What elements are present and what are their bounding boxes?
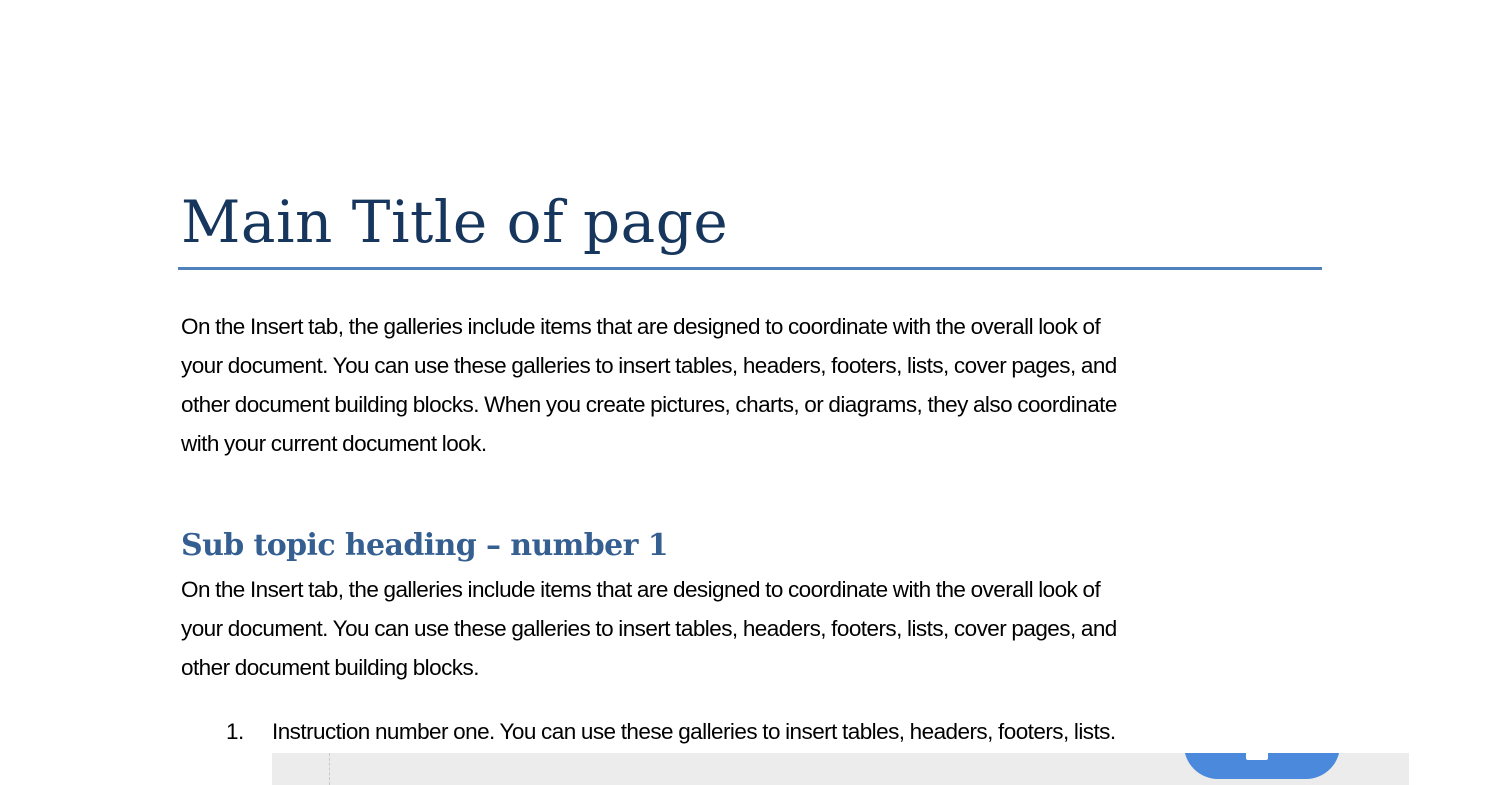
paragraph-line: with your current document look.: [181, 431, 487, 456]
numbered-list-item: [226, 712, 1116, 751]
paragraph-line: your document. You can use these galleries to insert tables, headers, footers, lists, cover pages, and: [181, 353, 1117, 378]
embedded-object-frame: [272, 753, 1409, 785]
section-paragraph: [181, 570, 1331, 687]
paragraph-line: other document building blocks.: [181, 655, 479, 680]
list-item-text: Instruction number one. You can use these galleries to insert tables, headers, footers, lists.: [272, 719, 1116, 744]
paragraph-line: On the Insert tab, the galleries include items that are designed to coordinate with the overall look of: [181, 314, 1101, 339]
add-icon: [1246, 753, 1268, 760]
dashed-divider: [329, 753, 330, 785]
embedded-action-button[interactable]: [1184, 753, 1340, 779]
page-title: Main Title of page: [181, 188, 729, 256]
paragraph-line: other document building blocks. When you create pictures, charts, or diagrams, they also coordinate: [181, 392, 1117, 417]
paragraph-line: On the Insert tab, the galleries include items that are designed to coordinate with the overall look of: [181, 577, 1101, 602]
list-number: 1.: [226, 719, 244, 744]
paragraph-line: your document. You can use these galleries to insert tables, headers, footers, lists, cover pages, and: [181, 616, 1117, 641]
title-underline-divider: [178, 267, 1322, 270]
section-heading: Sub topic heading – number 1: [181, 528, 668, 563]
intro-paragraph: [181, 307, 1331, 463]
